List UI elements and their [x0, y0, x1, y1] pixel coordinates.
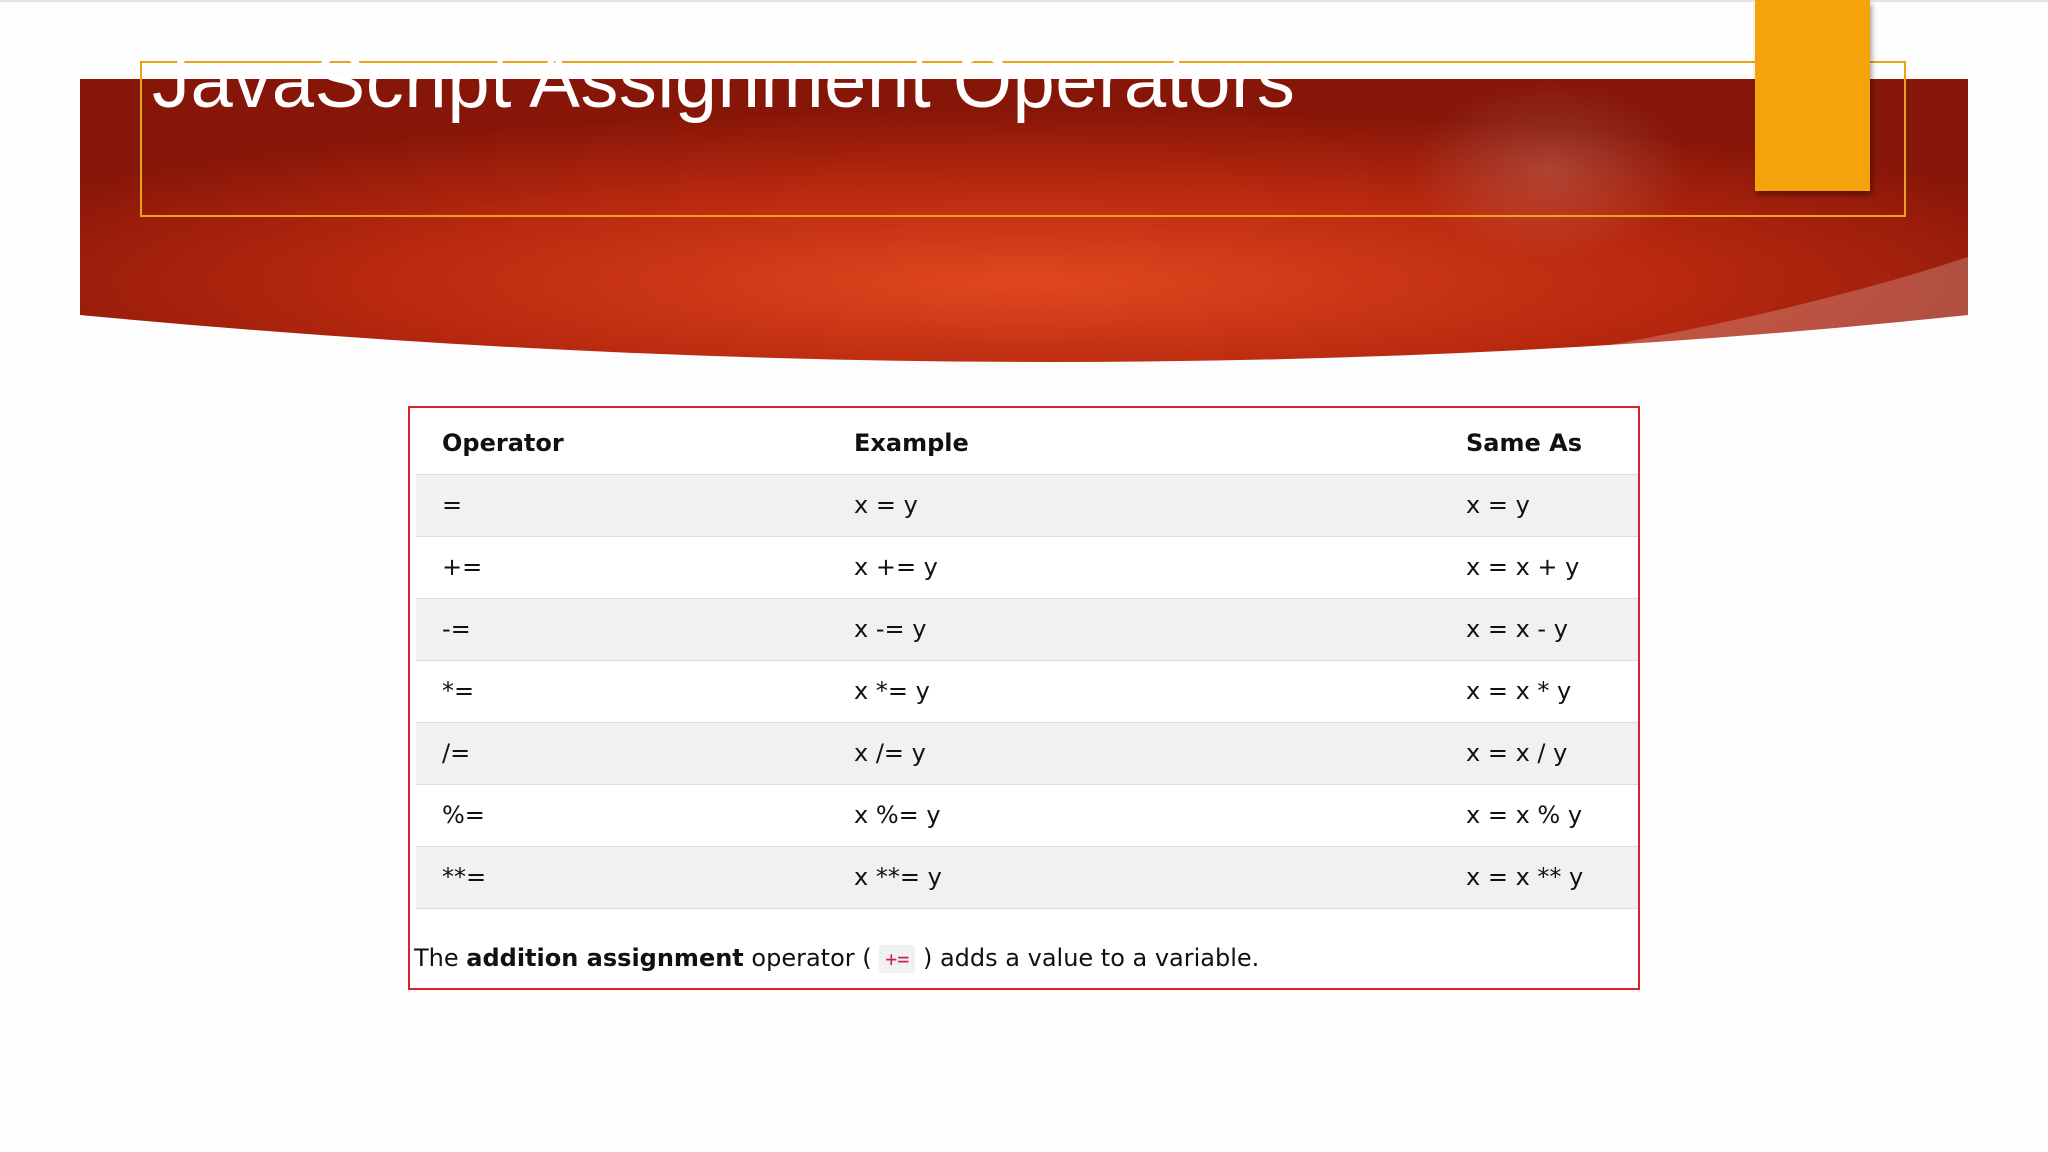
cell-example: x = y [828, 474, 1440, 536]
cell-example: x %= y [828, 784, 1440, 846]
caption-bold-term: addition assignment [466, 944, 744, 972]
caption-middle: operator ( [743, 944, 880, 972]
cell-operator: %= [416, 784, 828, 846]
table-row [416, 722, 1638, 784]
table-row [416, 660, 1638, 722]
cell-operator: *= [416, 660, 828, 722]
cell-example: x /= y [828, 722, 1440, 784]
caption-prefix: The [414, 944, 467, 972]
table-row [416, 846, 1638, 908]
cell-example: x += y [828, 536, 1440, 598]
cell-same-as: x = x * y [1440, 660, 1638, 722]
cell-same-as: x = x + y [1440, 536, 1638, 598]
table-row [416, 598, 1638, 660]
cell-same-as: x = y [1440, 474, 1638, 536]
header-operator: Operator [416, 412, 828, 474]
cell-same-as: x = x / y [1440, 722, 1638, 784]
cell-operator: /= [416, 722, 828, 784]
table-caption [414, 944, 1259, 972]
cell-same-as: x = x ** y [1440, 846, 1638, 908]
caption-suffix: ) adds a value to a variable. [915, 944, 1260, 972]
table-row [416, 474, 1638, 536]
header-example: Example [828, 412, 1440, 474]
caption-code-operator: += [879, 945, 915, 973]
cell-operator: += [416, 536, 828, 598]
table-header-row [416, 412, 1638, 474]
cell-example: x **= y [828, 846, 1440, 908]
slide-title: JavaScript Assignment Operators [152, 39, 1296, 124]
cell-same-as: x = x % y [1440, 784, 1638, 846]
cell-operator: -= [416, 598, 828, 660]
cell-example: x -= y [828, 598, 1440, 660]
slide-top-border [0, 0, 2048, 2]
cell-operator: = [416, 474, 828, 536]
accent-bookmark-shape [1755, 0, 1870, 191]
table-row [416, 536, 1638, 598]
table-row [416, 784, 1638, 846]
cell-same-as: x = x - y [1440, 598, 1638, 660]
operators-table [416, 412, 1638, 909]
cell-example: x *= y [828, 660, 1440, 722]
header-same-as: Same As [1440, 412, 1638, 474]
screenshot-snippet [408, 406, 1640, 990]
cell-operator: **= [416, 846, 828, 908]
